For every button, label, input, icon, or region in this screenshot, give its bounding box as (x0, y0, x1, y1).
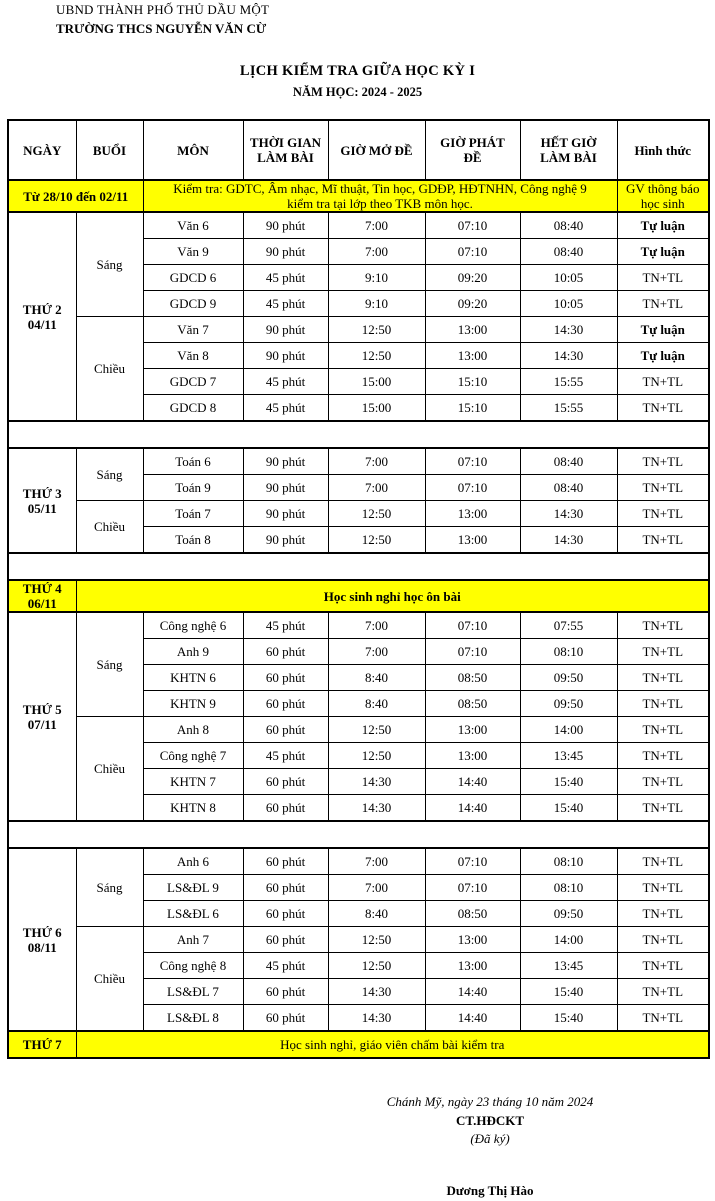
session-cell: Sáng (76, 848, 143, 927)
table-row (8, 212, 709, 239)
duration-cell: 60 phút (243, 769, 328, 795)
duration-cell: 60 phút (243, 927, 328, 953)
distribute-time-cell: 07:10 (425, 848, 520, 875)
session-cell: Chiều (76, 317, 143, 422)
session-cell: Sáng (76, 612, 143, 717)
form-cell: TN+TL (617, 291, 709, 317)
distribute-time-cell: 14:40 (425, 769, 520, 795)
signer-role: CT.HĐCKT (455, 1113, 524, 1128)
col-distribute (425, 120, 520, 180)
duration-cell: 45 phút (243, 953, 328, 979)
duration-cell: 60 phút (243, 979, 328, 1005)
open-time-cell: 12:50 (328, 317, 425, 343)
table-row (8, 317, 709, 343)
form-cell: TN+TL (617, 927, 709, 953)
col-duration-l2: LÀM BÀI (257, 150, 314, 165)
intro-form-l1: GV thông báo (626, 181, 700, 196)
open-time-cell: 7:00 (328, 875, 425, 901)
duration-cell: 90 phút (243, 527, 328, 554)
subject-cell: LS&ĐL 6 (143, 901, 243, 927)
wednesday-note: Học sinh nghỉ học ôn bài (76, 580, 709, 612)
distribute-time-cell: 09:20 (425, 291, 520, 317)
open-time-cell: 7:00 (328, 475, 425, 501)
subject-cell: Toán 7 (143, 501, 243, 527)
duration-cell: 60 phút (243, 1005, 328, 1032)
open-time-cell: 14:30 (328, 795, 425, 822)
duration-cell: 45 phút (243, 369, 328, 395)
subject-cell: Toán 6 (143, 448, 243, 475)
open-time-cell: 12:50 (328, 927, 425, 953)
duration-cell: 90 phút (243, 239, 328, 265)
table-row (8, 448, 709, 475)
session-cell: Chiều (76, 501, 143, 554)
distribute-time-cell: 14:40 (425, 795, 520, 822)
end-time-cell: 08:10 (520, 875, 617, 901)
open-time-cell: 7:00 (328, 612, 425, 639)
open-time-cell: 14:30 (328, 1005, 425, 1032)
day-wed-l1: THỨ 4 (22, 581, 62, 596)
duration-cell: 90 phút (243, 448, 328, 475)
end-time-cell: 14:30 (520, 343, 617, 369)
end-time-cell: 13:45 (520, 743, 617, 769)
table-row (8, 927, 709, 953)
open-time-cell: 7:00 (328, 212, 425, 239)
distribute-time-cell: 14:40 (425, 1005, 520, 1032)
end-time-cell: 14:00 (520, 717, 617, 743)
end-time-cell: 08:40 (520, 212, 617, 239)
end-time-cell: 08:40 (520, 448, 617, 475)
end-time-cell: 09:50 (520, 691, 617, 717)
day-cell: THỨ 7 (8, 1031, 76, 1058)
col-day: NGÀY (8, 120, 76, 180)
day-mon-l2: 04/11 (27, 316, 57, 332)
gap-cell (8, 421, 709, 448)
distribute-time-cell: 07:10 (425, 448, 520, 475)
form-cell: TN+TL (617, 901, 709, 927)
session-cell: Sáng (76, 212, 143, 317)
subject-cell: Văn 7 (143, 317, 243, 343)
distribute-time-cell: 08:50 (425, 901, 520, 927)
duration-cell: 45 phút (243, 612, 328, 639)
intro-note (143, 180, 617, 212)
open-time-cell: 7:00 (328, 639, 425, 665)
gap-cell (8, 821, 709, 848)
session-cell: Sáng (76, 448, 143, 501)
end-time-cell: 14:30 (520, 317, 617, 343)
saturday-note: Học sinh nghỉ, giáo viên chấm bài kiểm tra (76, 1031, 709, 1058)
gap-cell (8, 553, 709, 580)
distribute-time-cell: 14:40 (425, 979, 520, 1005)
intro-note-l1: Kiểm tra: GDTC, Âm nhạc, Mĩ thuật, Tin học, GDĐP, HĐTNHN, Công nghệ 9 (173, 181, 587, 196)
distribute-time-cell: 13:00 (425, 343, 520, 369)
duration-cell: 60 phút (243, 639, 328, 665)
subject-cell: Văn 6 (143, 212, 243, 239)
end-time-cell: 14:30 (520, 527, 617, 554)
distribute-time-cell: 13:00 (425, 527, 520, 554)
form-cell: TN+TL (617, 795, 709, 822)
open-time-cell: 15:00 (328, 369, 425, 395)
table-row (8, 612, 709, 639)
subject-cell: KHTN 7 (143, 769, 243, 795)
intro-range: Từ 28/10 đến 02/11 (8, 180, 143, 212)
subject-cell: GDCD 6 (143, 265, 243, 291)
end-time-cell: 13:45 (520, 953, 617, 979)
form-cell: TN+TL (617, 1005, 709, 1032)
distribute-time-cell: 07:10 (425, 212, 520, 239)
table-row (8, 717, 709, 743)
duration-cell: 90 phút (243, 317, 328, 343)
subject-cell: Toán 8 (143, 527, 243, 554)
distribute-time-cell: 09:20 (425, 265, 520, 291)
distribute-time-cell: 13:00 (425, 743, 520, 769)
form-cell: TN+TL (617, 448, 709, 475)
col-end (520, 120, 617, 180)
subject-cell: Văn 8 (143, 343, 243, 369)
saturday-row (8, 1031, 709, 1058)
duration-cell: 60 phút (243, 717, 328, 743)
col-end-l2: LÀM BÀI (540, 150, 597, 165)
open-time-cell: 8:40 (328, 691, 425, 717)
end-time-cell: 08:40 (520, 239, 617, 265)
intro-row (8, 180, 709, 212)
col-open: GIỜ MỞ ĐỀ (328, 120, 425, 180)
duration-cell: 45 phút (243, 395, 328, 422)
session-cell: Chiều (76, 927, 143, 1032)
distribute-time-cell: 07:10 (425, 475, 520, 501)
open-time-cell: 8:40 (328, 665, 425, 691)
open-time-cell: 7:00 (328, 448, 425, 475)
place-date: Chánh Mỹ, ngày 23 tháng 10 năm 2024 (386, 1094, 594, 1109)
open-time-cell: 12:50 (328, 501, 425, 527)
subject-cell: KHTN 8 (143, 795, 243, 822)
subject-cell: GDCD 7 (143, 369, 243, 395)
day-fri-l1: THỨ 6 (22, 924, 62, 940)
form-cell: TN+TL (617, 717, 709, 743)
form-cell: TN+TL (617, 979, 709, 1005)
end-time-cell: 09:50 (520, 665, 617, 691)
distribute-time-cell: 07:10 (425, 239, 520, 265)
end-time-cell: 14:30 (520, 501, 617, 527)
form-cell: Tự luận (617, 239, 709, 265)
form-cell: Tự luận (617, 317, 709, 343)
subject-cell: Anh 7 (143, 927, 243, 953)
distribute-time-cell: 07:10 (425, 639, 520, 665)
signed-note: (Đã ký) (470, 1131, 510, 1146)
day-tue-l1: THỨ 3 (22, 485, 62, 501)
form-cell: TN+TL (617, 769, 709, 795)
end-time-cell: 15:40 (520, 769, 617, 795)
end-time-cell: 15:40 (520, 795, 617, 822)
open-time-cell: 14:30 (328, 769, 425, 795)
gap-row (8, 553, 709, 580)
table-row (8, 848, 709, 875)
signer-name: Dương Thị Hào (446, 1183, 534, 1198)
end-time-cell: 10:05 (520, 291, 617, 317)
intro-form (617, 180, 709, 212)
wednesday-row (8, 580, 709, 612)
col-end-l1: HẾT GIỜ (540, 135, 597, 150)
form-cell: TN+TL (617, 875, 709, 901)
open-time-cell: 12:50 (328, 743, 425, 769)
end-time-cell: 15:55 (520, 369, 617, 395)
duration-cell: 60 phút (243, 665, 328, 691)
school-year: NĂM HỌC: 2024 - 2025 (292, 85, 423, 99)
duration-cell: 90 phút (243, 212, 328, 239)
duration-cell: 90 phút (243, 475, 328, 501)
distribute-time-cell: 13:00 (425, 953, 520, 979)
form-cell: TN+TL (617, 612, 709, 639)
exam-schedule-table (7, 119, 710, 1059)
duration-cell: 60 phút (243, 691, 328, 717)
subject-cell: LS&ĐL 9 (143, 875, 243, 901)
col-subject: MÔN (143, 120, 243, 180)
day-cell (8, 580, 76, 612)
form-cell: TN+TL (617, 691, 709, 717)
form-cell: Tự luận (617, 212, 709, 239)
duration-cell: 60 phút (243, 901, 328, 927)
table-header-row (8, 120, 709, 180)
col-session: BUỔI (76, 120, 143, 180)
subject-cell: Văn 9 (143, 239, 243, 265)
subject-cell: LS&ĐL 8 (143, 1005, 243, 1032)
open-time-cell: 14:30 (328, 979, 425, 1005)
day-cell (8, 448, 76, 553)
subject-cell: GDCD 8 (143, 395, 243, 422)
day-cell (8, 612, 76, 821)
open-time-cell: 15:00 (328, 395, 425, 422)
form-cell: TN+TL (617, 639, 709, 665)
end-time-cell: 15:40 (520, 979, 617, 1005)
open-time-cell: 9:10 (328, 291, 425, 317)
distribute-time-cell: 08:50 (425, 665, 520, 691)
form-cell: TN+TL (617, 743, 709, 769)
subject-cell: Công nghệ 8 (143, 953, 243, 979)
col-distribute-l1: GIỜ PHÁT (440, 135, 505, 150)
school-name: TRƯỜNG THCS NGUYỄN VĂN CỪ (56, 21, 267, 36)
open-time-cell: 12:50 (328, 953, 425, 979)
form-cell: TN+TL (617, 395, 709, 422)
day-fri-l2: 08/11 (27, 939, 57, 955)
day-cell (8, 212, 76, 421)
distribute-time-cell: 13:00 (425, 717, 520, 743)
duration-cell: 45 phút (243, 265, 328, 291)
session-cell: Chiều (76, 717, 143, 822)
form-cell: TN+TL (617, 665, 709, 691)
open-time-cell: 12:50 (328, 527, 425, 554)
distribute-time-cell: 15:10 (425, 395, 520, 422)
duration-cell: 90 phút (243, 343, 328, 369)
col-duration-l1: THỜI GIAN (249, 135, 322, 150)
end-time-cell: 08:10 (520, 848, 617, 875)
open-time-cell: 9:10 (328, 265, 425, 291)
form-cell: TN+TL (617, 475, 709, 501)
col-distribute-l2: ĐỀ (463, 150, 482, 165)
distribute-time-cell: 15:10 (425, 369, 520, 395)
authority-name: UBND THÀNH PHỐ THỦ DẦU MỘT (56, 2, 270, 17)
day-thu-l1: THỨ 5 (22, 701, 62, 717)
open-time-cell: 7:00 (328, 848, 425, 875)
day-cell (8, 848, 76, 1031)
subject-cell: Công nghệ 7 (143, 743, 243, 769)
duration-cell: 60 phút (243, 795, 328, 822)
open-time-cell: 12:50 (328, 717, 425, 743)
form-cell: TN+TL (617, 265, 709, 291)
subject-cell: Công nghệ 6 (143, 612, 243, 639)
intro-note-l2: kiểm tra tại lớp theo TKB môn học. (287, 196, 473, 211)
subject-cell: Anh 8 (143, 717, 243, 743)
end-time-cell: 14:00 (520, 927, 617, 953)
subject-cell: Toán 9 (143, 475, 243, 501)
subject-cell: KHTN 6 (143, 665, 243, 691)
form-cell: TN+TL (617, 369, 709, 395)
intro-form-l2: học sinh (640, 196, 685, 211)
distribute-time-cell: 08:50 (425, 691, 520, 717)
form-cell: TN+TL (617, 848, 709, 875)
day-mon-l1: THỨ 2 (22, 301, 62, 317)
subject-cell: Anh 6 (143, 848, 243, 875)
distribute-time-cell: 07:10 (425, 612, 520, 639)
distribute-time-cell: 13:00 (425, 317, 520, 343)
distribute-time-cell: 13:00 (425, 501, 520, 527)
duration-cell: 90 phút (243, 501, 328, 527)
end-time-cell: 15:40 (520, 1005, 617, 1032)
subject-cell: KHTN 9 (143, 691, 243, 717)
day-tue-l2: 05/11 (27, 500, 57, 516)
day-wed-l2: 06/11 (27, 596, 57, 611)
col-form: Hình thức (617, 120, 709, 180)
form-cell: TN+TL (617, 527, 709, 554)
end-time-cell: 07:55 (520, 612, 617, 639)
table-row (8, 501, 709, 527)
open-time-cell: 8:40 (328, 901, 425, 927)
subject-cell: Anh 9 (143, 639, 243, 665)
gap-row (8, 821, 709, 848)
duration-cell: 60 phút (243, 875, 328, 901)
col-duration (243, 120, 328, 180)
open-time-cell: 12:50 (328, 343, 425, 369)
page-title: LỊCH KIỂM TRA GIỮA HỌC KỲ I (239, 63, 476, 79)
subject-cell: LS&ĐL 7 (143, 979, 243, 1005)
form-cell: Tự luận (617, 343, 709, 369)
day-thu-l2: 07/11 (27, 716, 57, 732)
end-time-cell: 10:05 (520, 265, 617, 291)
distribute-time-cell: 13:00 (425, 927, 520, 953)
duration-cell: 60 phút (243, 848, 328, 875)
form-cell: TN+TL (617, 953, 709, 979)
end-time-cell: 09:50 (520, 901, 617, 927)
subject-cell: GDCD 9 (143, 291, 243, 317)
end-time-cell: 08:40 (520, 475, 617, 501)
form-cell: TN+TL (617, 501, 709, 527)
duration-cell: 45 phút (243, 743, 328, 769)
duration-cell: 45 phút (243, 291, 328, 317)
end-time-cell: 15:55 (520, 395, 617, 422)
distribute-time-cell: 07:10 (425, 875, 520, 901)
open-time-cell: 7:00 (328, 239, 425, 265)
end-time-cell: 08:10 (520, 639, 617, 665)
gap-row (8, 421, 709, 448)
